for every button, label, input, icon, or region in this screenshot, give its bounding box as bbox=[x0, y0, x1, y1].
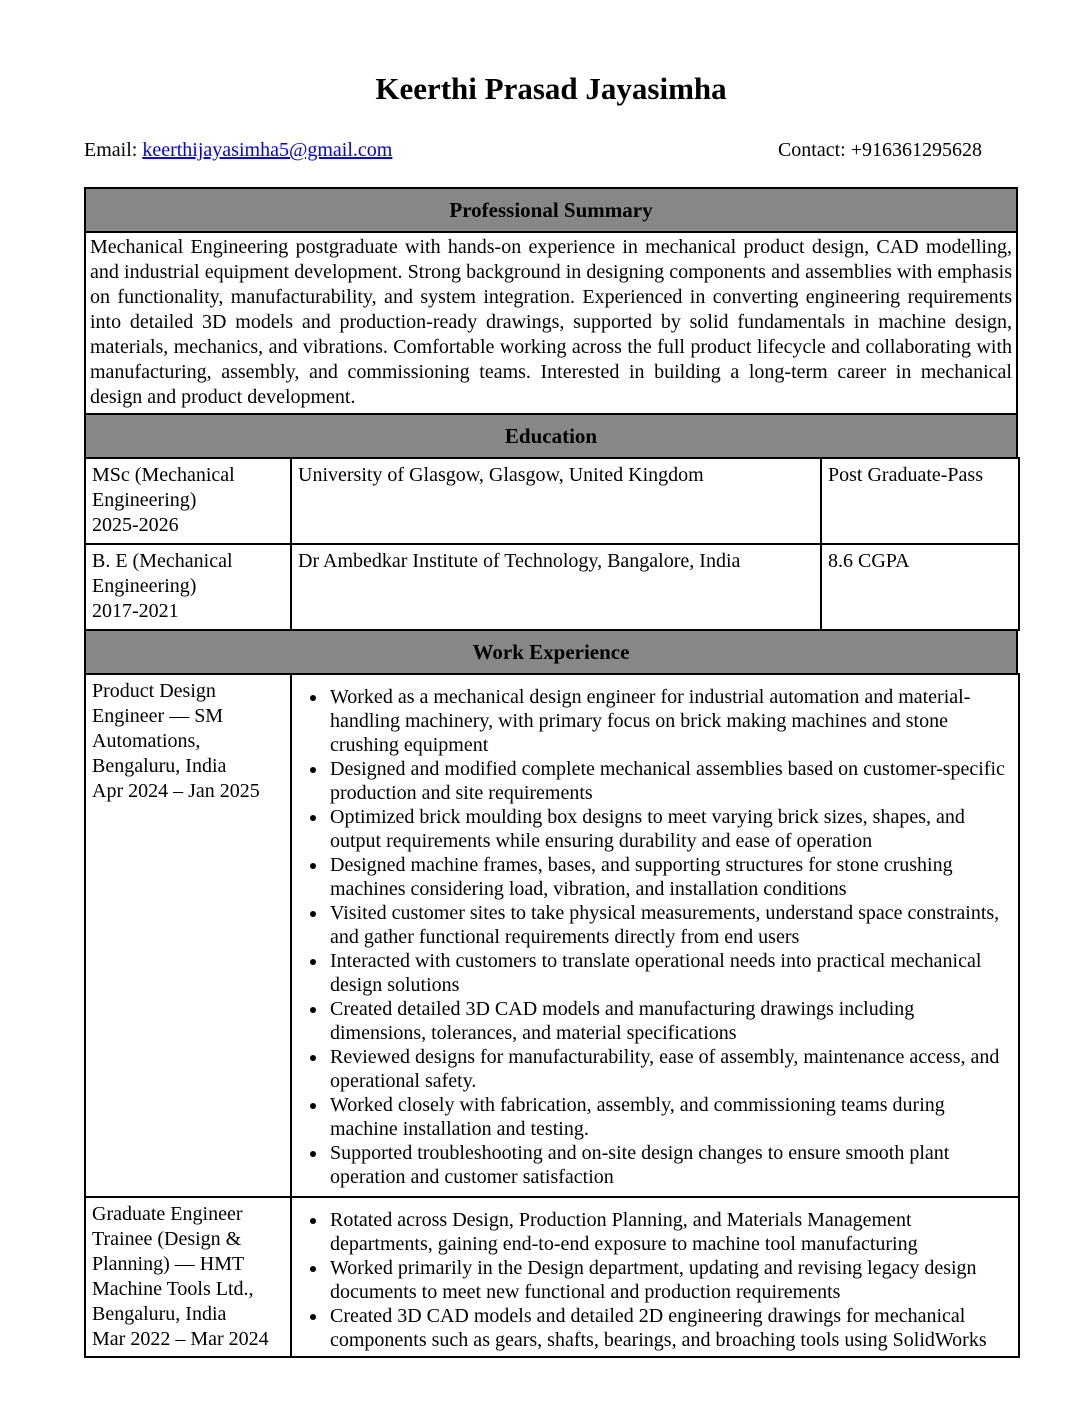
education-table bbox=[84, 457, 1020, 631]
bullet-list bbox=[298, 1202, 1012, 1352]
section-header-work-experience: Work Experience bbox=[84, 629, 1018, 675]
degree-cell bbox=[85, 458, 291, 544]
job-role-cell bbox=[85, 1197, 291, 1357]
list-item: • Supported troubleshooting and on-site design changes to ensure smooth plant operation and customer satisfaction bbox=[328, 1141, 1006, 1189]
list-item: • Created detailed 3D CAD models and manufacturing drawings including dimensions, tolerances, and material specifications bbox=[328, 997, 1006, 1045]
list-item: • Visited customer sites to take physical measurements, understand space constraints, and gather functional requirements directly from end users bbox=[328, 901, 1006, 949]
section-header-education: Education bbox=[84, 413, 1018, 459]
list-item: • Designed and modified complete mechanical assemblies based on customer-specific production and site requirements bbox=[328, 757, 1006, 805]
list-item: • Designed machine frames, bases, and supporting structures for stone crushing machines considering load, vibration, and installation conditions bbox=[328, 853, 1006, 901]
list-item: • Reviewed designs for manufacturability, ease of assembly, maintenance access, and operational safety. bbox=[328, 1045, 1006, 1093]
email-line bbox=[84, 138, 392, 162]
list-item: • Rotated across Design, Production Planning, and Materials Management departments, gaining end-to-end exposure to machine tool manufacturing bbox=[328, 1208, 1006, 1256]
document-body bbox=[84, 187, 1018, 1358]
degree-name: B. E (Mechanical Engineering) bbox=[92, 550, 233, 597]
table-row bbox=[85, 1197, 1019, 1357]
email-label: Email: bbox=[84, 139, 138, 161]
list-item: • Optimized brick moulding box designs to meet varying brick sizes, shapes, and output requirements while ensuring durability and ease of operation bbox=[328, 805, 1006, 853]
bullet-list bbox=[298, 679, 1012, 1189]
table-row bbox=[85, 458, 1019, 544]
contact-info: Contact: +916361295628 bbox=[777, 139, 982, 161]
list-item: • Worked primarily in the Design department, updating and revising legacy design documents to meet new functional and production requirements bbox=[328, 1256, 1006, 1304]
job-details-cell bbox=[291, 674, 1019, 1197]
degree-name: MSc (Mechanical Engineering) bbox=[92, 464, 235, 511]
job-role-cell bbox=[85, 674, 291, 1197]
email-link[interactable]: keerthijayasimha5@gmail.com bbox=[142, 139, 393, 161]
page-title: Keerthi Prasad Jayasimha bbox=[375, 71, 727, 106]
job-role: Graduate Engineer Trainee (Design & Planning) — HMT Machine Tools Ltd., Bengaluru, India bbox=[92, 1203, 254, 1325]
job-details-cell bbox=[291, 1197, 1019, 1357]
table-row bbox=[85, 544, 1019, 630]
degree-years: 2017-2021 bbox=[92, 600, 179, 622]
result-cell: 8.6 CGPA bbox=[821, 544, 1019, 630]
list-item: • Worked closely with fabrication, assembly, and commissioning teams during machine installation and testing. bbox=[328, 1093, 1006, 1141]
list-item: • Worked as a mechanical design engineer for industrial automation and material-handling machinery, with primary focus on brick making machines and stone crushing equipment bbox=[328, 685, 1006, 757]
professional-summary-text: Mechanical Engineering postgraduate with hands-on experience in mechanical product design, CAD modelling, and industrial equipment development. Strong background in designing components and assemblies with emphasis on functionality, manufacturability, and system integration. Experienced in converting engineering requirements into detailed 3D models and production-ready drawings, supported by solid fundamentals in machine design, materials, mechanics, and vibrations. Comfortable working across the full product lifecycle and collaborating with manufacturing, assembly, and commissioning teams. Interested in building a long-term career in mechanical design and product development. bbox=[84, 231, 1018, 415]
contact-row bbox=[84, 138, 1018, 162]
table-row bbox=[85, 674, 1019, 1197]
degree-cell bbox=[85, 544, 291, 630]
job-role: Product Design Engineer — SM Automations, Bengaluru, India bbox=[92, 680, 227, 777]
institution-cell: University of Glasgow, Glasgow, United Kingdom bbox=[291, 458, 821, 544]
list-item: • Interacted with customers to translate operational needs into practical mechanical design solutions bbox=[328, 949, 1006, 997]
job-dates: Mar 2022 – Mar 2024 bbox=[92, 1328, 269, 1350]
work-experience-table bbox=[84, 673, 1020, 1358]
institution-cell: Dr Ambedkar Institute of Technology, Bangalore, India bbox=[291, 544, 821, 630]
section-header-professional-summary: Professional Summary bbox=[84, 187, 1018, 233]
list-item: • Created 3D CAD models and detailed 2D engineering drawings for mechanical components such as gears, shafts, bearings, and broaching tools using SolidWorks bbox=[328, 1304, 1006, 1352]
degree-years: 2025-2026 bbox=[92, 514, 179, 536]
result-cell: Post Graduate-Pass bbox=[821, 458, 1019, 544]
job-dates: Apr 2024 – Jan 2025 bbox=[92, 780, 260, 802]
